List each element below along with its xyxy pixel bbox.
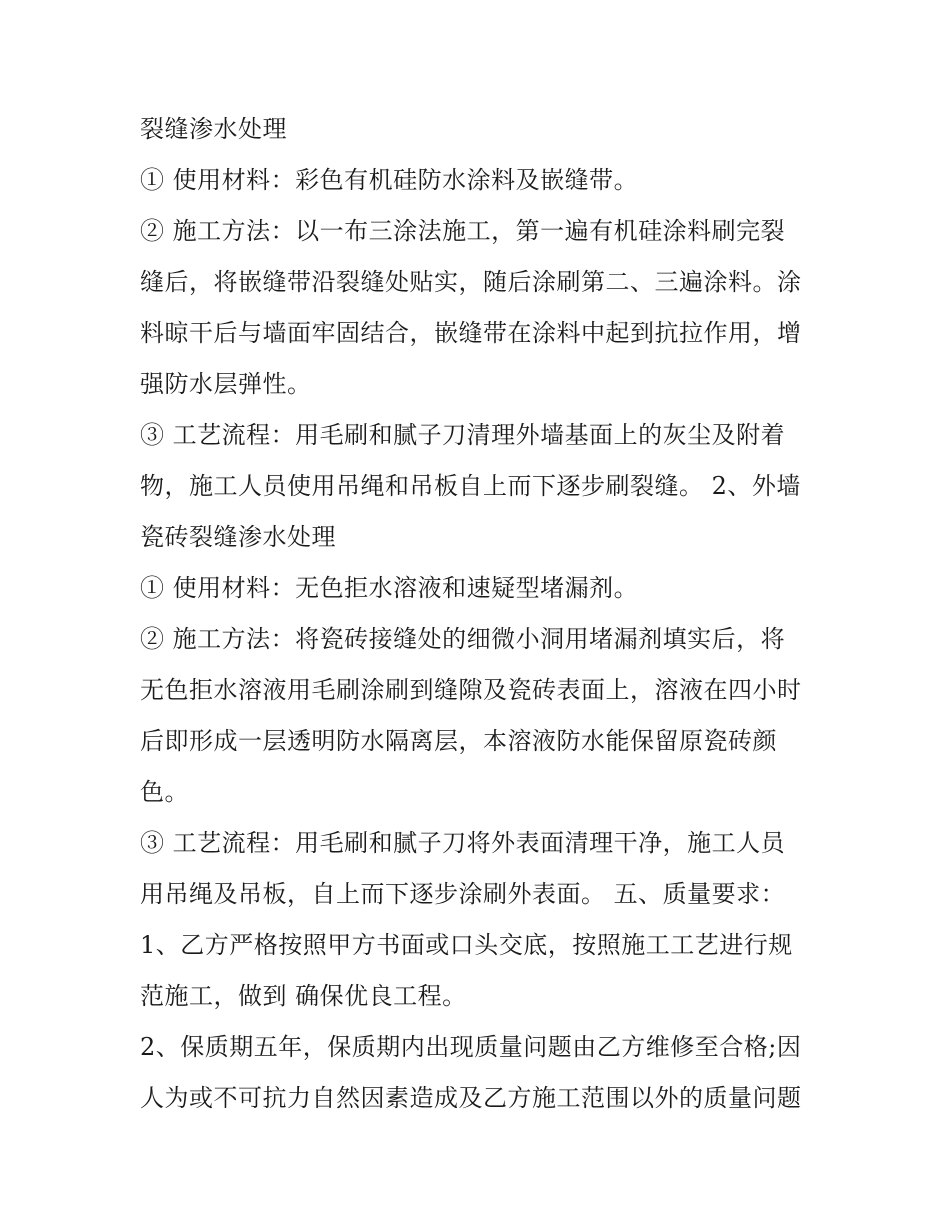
text-line: ② 施工方法：将瓷砖接缝处的细微小洞用堵漏剂填实后，将 [140, 625, 786, 653]
text-line: ③ 工艺流程：用毛刷和腻子刀将外表面清理干净，施工人员 [140, 829, 786, 857]
text-line: 料晾干后与墙面牢固结合，嵌缝带在涂料中起到抗拉作用，增 [140, 319, 802, 347]
text-line: 范施工，做到 确保优良工程。 [140, 982, 467, 1010]
text-line: ① 使用材料：彩色有机硅防水涂料及嵌缝带。 [140, 166, 639, 194]
document-body [140, 104, 820, 1124]
text-line: 1、乙方严格按照甲方书面或口头交底，按照施工工艺进行规 [140, 931, 793, 959]
text-line: 无色拒水溶液用毛刷涂刷到缝隙及瓷砖表面上，溶液在四小时 [140, 676, 802, 704]
text-line: ② 施工方法：以一布三涂法施工，第一遍有机硅涂料刷完裂 [140, 217, 786, 245]
text-line: 物，施工人员使用吊绳和吊板自上而下逐步刷裂缝。 2、外墙 [140, 472, 801, 500]
text-line: 瓷砖裂缝渗水处理 [140, 523, 336, 551]
text-line: 人为或不可抗力自然因素造成及乙方施工范围以外的质量问题 [140, 1084, 802, 1112]
text-line: 后即形成一层透明防水隔离层，本溶液防水能保留原瓷砖颜 [140, 727, 777, 755]
text-line: 缝后，将嵌缝带沿裂缝处贴实，随后涂刷第二、三遍涂料。涂 [140, 268, 802, 296]
text-line: 色。 [140, 778, 189, 806]
text-line: 2、保质期五年，保质期内出现质量问题由乙方维修至合格;因 [140, 1033, 802, 1061]
text-line: 强防水层弹性。 [140, 370, 312, 398]
text-line: ① 使用材料：无色拒水溶液和速疑型堵漏剂。 [140, 574, 639, 602]
text-line: 用吊绳及吊板，自上而下逐步涂刷外表面。 五、质量要求： [140, 880, 786, 908]
text-line: 裂缝渗水处理 [140, 115, 287, 143]
text-line: ③ 工艺流程：用毛刷和腻子刀清理外墙基面上的灰尘及附着 [140, 421, 786, 449]
